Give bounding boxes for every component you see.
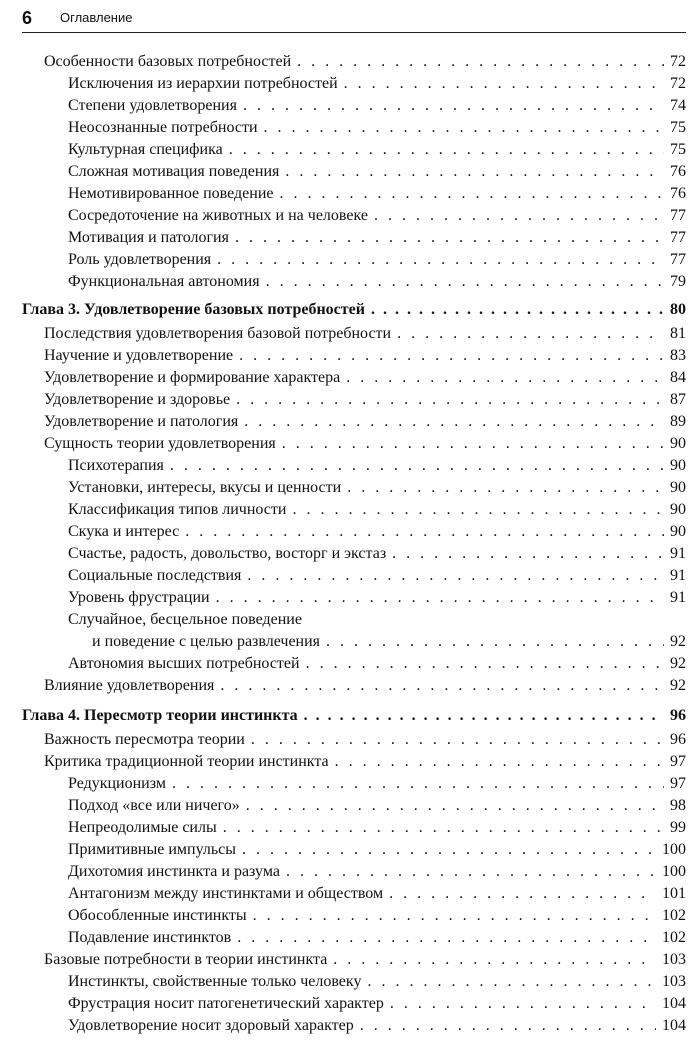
toc-entry-title: Счастье, радость, довольство, восторг и экстаз bbox=[68, 545, 387, 562]
toc-entry[interactable] bbox=[22, 543, 686, 565]
toc-entry-page: 77 bbox=[670, 251, 686, 268]
leader-dots bbox=[264, 117, 664, 139]
toc-entry-title: Мотивация и патология bbox=[68, 229, 229, 246]
table-of-contents bbox=[0, 51, 700, 1037]
toc-entry[interactable] bbox=[22, 751, 686, 773]
toc-entry-title: Удовлетворение и патология bbox=[44, 413, 239, 430]
toc-entry-page: 90 bbox=[670, 435, 686, 452]
toc-entry-page: 91 bbox=[670, 589, 686, 606]
toc-entry[interactable] bbox=[22, 521, 686, 543]
toc-entry[interactable] bbox=[22, 95, 686, 117]
toc-entry-page: 100 bbox=[662, 863, 686, 880]
leader-dots bbox=[286, 861, 656, 883]
toc-entry-page: 76 bbox=[670, 163, 686, 180]
toc-entry[interactable] bbox=[22, 345, 686, 367]
toc-entry-title: Классификация типов личности bbox=[68, 501, 287, 518]
toc-entry-page: 102 bbox=[662, 907, 686, 924]
toc-entry-title: Непреодолимые силы bbox=[68, 819, 217, 836]
toc-entry-page: 72 bbox=[670, 75, 686, 92]
toc-entry[interactable] bbox=[22, 949, 686, 971]
toc-entry-title: Сущность теории удовлетворения bbox=[44, 435, 276, 452]
chapter-page: 96 bbox=[670, 707, 686, 724]
leader-dots bbox=[243, 95, 664, 117]
toc-entry[interactable] bbox=[22, 433, 686, 455]
toc-entry[interactable] bbox=[22, 905, 686, 927]
toc-entry-page: 98 bbox=[670, 797, 686, 814]
toc-entry-title: Сосредоточение на животных и на человеке bbox=[68, 207, 368, 224]
toc-entry-title: Научение и удовлетворение bbox=[44, 347, 234, 364]
leader-dots bbox=[304, 705, 664, 727]
toc-entry[interactable] bbox=[22, 477, 686, 499]
page-number: 6 bbox=[22, 8, 33, 28]
toc-entry[interactable] bbox=[22, 773, 686, 795]
toc-entry[interactable] bbox=[22, 205, 686, 227]
toc-entry-page: 90 bbox=[670, 479, 686, 496]
toc-entry-title: Удовлетворение носит здоровый характер bbox=[68, 1017, 354, 1034]
leader-dots bbox=[389, 883, 656, 905]
toc-entry-title: Скука и интерес bbox=[68, 523, 180, 540]
toc-entry-title: Важность пересмотра теории bbox=[44, 731, 245, 748]
leader-dots bbox=[266, 271, 664, 293]
toc-entry-page: 100 bbox=[662, 841, 686, 858]
toc-entry-page: 74 bbox=[670, 97, 686, 114]
toc-entry-title: Особенности базовых потребностей bbox=[44, 53, 292, 70]
leader-dots bbox=[251, 729, 664, 751]
toc-entry[interactable] bbox=[22, 367, 686, 389]
leader-dots bbox=[335, 751, 664, 773]
toc-entry[interactable] bbox=[22, 839, 686, 861]
toc-entry-title: Влияние удовлетворения bbox=[44, 677, 215, 694]
running-header bbox=[22, 6, 686, 33]
toc-entry[interactable] bbox=[22, 389, 686, 411]
toc-entry-page: 92 bbox=[670, 655, 686, 672]
leader-dots bbox=[390, 993, 656, 1015]
toc-entry-title: Уровень фрустрации bbox=[68, 589, 210, 606]
toc-entry-title: Удовлетворение и формирование характера bbox=[44, 369, 341, 386]
toc-entry-page: 92 bbox=[670, 677, 686, 694]
toc-entry-page: 72 bbox=[670, 53, 686, 70]
toc-entry[interactable] bbox=[22, 861, 686, 883]
leader-dots bbox=[236, 389, 664, 411]
toc-entry[interactable] bbox=[22, 817, 686, 839]
leader-dots bbox=[253, 905, 656, 927]
toc-entry[interactable] bbox=[22, 323, 686, 345]
leader-dots bbox=[333, 949, 656, 971]
leader-dots bbox=[346, 367, 664, 389]
toc-entry[interactable] bbox=[22, 227, 686, 249]
toc-entry-title: Удовлетворение и здоровье bbox=[44, 391, 231, 408]
toc-entry-title: Роль удовлетворения bbox=[68, 251, 212, 268]
toc-entry[interactable] bbox=[22, 117, 686, 139]
leader-dots bbox=[247, 565, 664, 587]
leader-dots bbox=[217, 249, 664, 271]
toc-entry[interactable] bbox=[22, 249, 686, 271]
toc-entry-page: 77 bbox=[670, 229, 686, 246]
toc-entry-page: 90 bbox=[670, 501, 686, 518]
toc-entry-page: 84 bbox=[670, 369, 686, 386]
toc-entry[interactable] bbox=[22, 653, 686, 675]
toc-entry[interactable] bbox=[22, 587, 686, 609]
toc-entry[interactable] bbox=[22, 183, 686, 205]
toc-chapter-3[interactable] bbox=[22, 299, 686, 321]
toc-entry-title: Базовые потребности в теории инстинкта bbox=[44, 951, 328, 968]
toc-entry-title: Исключения из иерархии потребностей bbox=[68, 75, 338, 92]
leader-dots bbox=[392, 543, 664, 565]
leader-dots bbox=[292, 499, 664, 521]
toc-entry-title: Социальные последствия bbox=[68, 567, 242, 584]
toc-entry-page: 96 bbox=[670, 731, 686, 748]
toc-entry[interactable] bbox=[22, 271, 686, 293]
toc-entry-title: Обособленные инстинкты bbox=[68, 907, 247, 924]
toc-entry-title: и поведение с целью развлечения bbox=[92, 633, 321, 650]
toc-entry-page: 87 bbox=[670, 391, 686, 408]
toc-entry-page: 91 bbox=[670, 567, 686, 584]
toc-entry-page: 91 bbox=[670, 545, 686, 562]
toc-entry-title: Случайное, бесцельное поведение bbox=[68, 611, 302, 628]
toc-entry-title: Последствия удовлетворения базовой потребности bbox=[44, 325, 392, 342]
toc-entry-page: 97 bbox=[670, 753, 686, 770]
leader-dots bbox=[220, 675, 664, 697]
chapter-title: Глава 3. Удовлетворение базовых потребностей bbox=[22, 301, 365, 318]
toc-entry[interactable] bbox=[22, 927, 686, 949]
toc-entry-line[interactable] bbox=[22, 609, 686, 631]
toc-entry-title: Культурная специфика bbox=[68, 141, 223, 158]
toc-entry[interactable] bbox=[22, 411, 686, 433]
toc-entry-page: 77 bbox=[670, 207, 686, 224]
toc-entry-page: 90 bbox=[670, 457, 686, 474]
running-title: Оглавление bbox=[60, 10, 133, 25]
toc-entry[interactable] bbox=[22, 795, 686, 817]
toc-entry-title: Примитивные импульсы bbox=[68, 841, 237, 858]
toc-entry-page: 103 bbox=[662, 951, 686, 968]
toc-entry[interactable] bbox=[22, 565, 686, 587]
leader-dots bbox=[371, 299, 664, 321]
toc-entry-title: Критика традиционной теории инстинкта bbox=[44, 753, 329, 770]
leader-dots bbox=[282, 433, 664, 455]
toc-entry-page: 79 bbox=[670, 273, 686, 290]
toc-entry[interactable] bbox=[22, 883, 686, 905]
toc-entry-page: 83 bbox=[670, 347, 686, 364]
leader-dots bbox=[326, 631, 664, 653]
leader-dots bbox=[344, 73, 664, 95]
leader-dots bbox=[229, 139, 664, 161]
leader-dots bbox=[306, 653, 664, 675]
leader-dots bbox=[172, 773, 664, 795]
leader-dots bbox=[170, 455, 664, 477]
toc-entry-title: Функциональная автономия bbox=[68, 273, 260, 290]
toc-entry[interactable] bbox=[22, 499, 686, 521]
toc-entry-page: 81 bbox=[670, 325, 686, 342]
toc-entry[interactable] bbox=[22, 971, 686, 993]
leader-dots bbox=[185, 521, 664, 543]
toc-entry-page: 99 bbox=[670, 819, 686, 836]
toc-entry-title: Психотерапия bbox=[68, 457, 164, 474]
toc-chapter-4[interactable] bbox=[22, 705, 686, 727]
toc-entry-title: Инстинкты, свойственные только человеку bbox=[68, 973, 362, 990]
leader-dots bbox=[223, 817, 664, 839]
toc-entry[interactable] bbox=[22, 631, 686, 653]
toc-entry-title: Редукционизм bbox=[68, 775, 166, 792]
toc-entry-page: 104 bbox=[662, 1017, 686, 1034]
toc-entry[interactable] bbox=[22, 675, 686, 697]
toc-entry-page: 104 bbox=[662, 995, 686, 1012]
chapter-page: 80 bbox=[670, 301, 686, 318]
toc-entry[interactable] bbox=[22, 73, 686, 95]
leader-dots bbox=[242, 839, 656, 861]
leader-dots bbox=[246, 795, 664, 817]
toc-entry-title: Подавление инстинктов bbox=[68, 929, 232, 946]
toc-entry-page: 102 bbox=[662, 929, 686, 946]
toc-entry-page: 75 bbox=[670, 119, 686, 136]
toc-entry[interactable] bbox=[22, 993, 686, 1015]
toc-entry-title: Антагонизм между инстинктами и обществом bbox=[68, 885, 384, 902]
toc-entry[interactable] bbox=[22, 729, 686, 751]
toc-entry-title: Автономия высших потребностей bbox=[68, 655, 300, 672]
toc-entry[interactable] bbox=[22, 51, 686, 73]
toc-entry-title: Дихотомия инстинкта и разума bbox=[68, 863, 280, 880]
toc-entry-page: 90 bbox=[670, 523, 686, 540]
toc-entry-page: 75 bbox=[670, 141, 686, 158]
leader-dots bbox=[347, 477, 664, 499]
leader-dots bbox=[285, 161, 664, 183]
toc-entry[interactable] bbox=[22, 455, 686, 477]
leader-dots bbox=[360, 1015, 656, 1037]
leader-dots bbox=[374, 205, 664, 227]
leader-dots bbox=[237, 927, 656, 949]
leader-dots bbox=[297, 51, 664, 73]
toc-entry-page: 103 bbox=[662, 973, 686, 990]
leader-dots bbox=[280, 183, 665, 205]
toc-entry-title: Сложная мотивация поведения bbox=[68, 163, 280, 180]
chapter-title: Глава 4. Пересмотр теории инстинкта bbox=[22, 707, 298, 724]
toc-entry-title: Степени удовлетворения bbox=[68, 97, 237, 114]
leader-dots bbox=[216, 587, 664, 609]
toc-entry-title: Подход «все или ничего» bbox=[68, 797, 240, 814]
leader-dots bbox=[397, 323, 664, 345]
leader-dots bbox=[244, 411, 664, 433]
leader-dots bbox=[367, 971, 656, 993]
toc-entry[interactable] bbox=[22, 1015, 686, 1037]
toc-entry-title: Неосознанные потребности bbox=[68, 119, 258, 136]
toc-entry[interactable] bbox=[22, 139, 686, 161]
leader-dots bbox=[239, 345, 664, 367]
toc-entry-page: 76 bbox=[670, 185, 686, 202]
toc-entry-title: Установки, интересы, вкусы и ценности bbox=[68, 479, 342, 496]
toc-entry-title: Фрустрация носит патогенетический характер bbox=[68, 995, 384, 1012]
toc-entry-page: 92 bbox=[670, 633, 686, 650]
toc-entry-page: 89 bbox=[670, 413, 686, 430]
toc-entry-title: Немотивированное поведение bbox=[68, 185, 274, 202]
toc-entry-page: 97 bbox=[670, 775, 686, 792]
toc-entry[interactable] bbox=[22, 161, 686, 183]
leader-dots bbox=[235, 227, 664, 249]
toc-entry-page: 101 bbox=[662, 885, 686, 902]
